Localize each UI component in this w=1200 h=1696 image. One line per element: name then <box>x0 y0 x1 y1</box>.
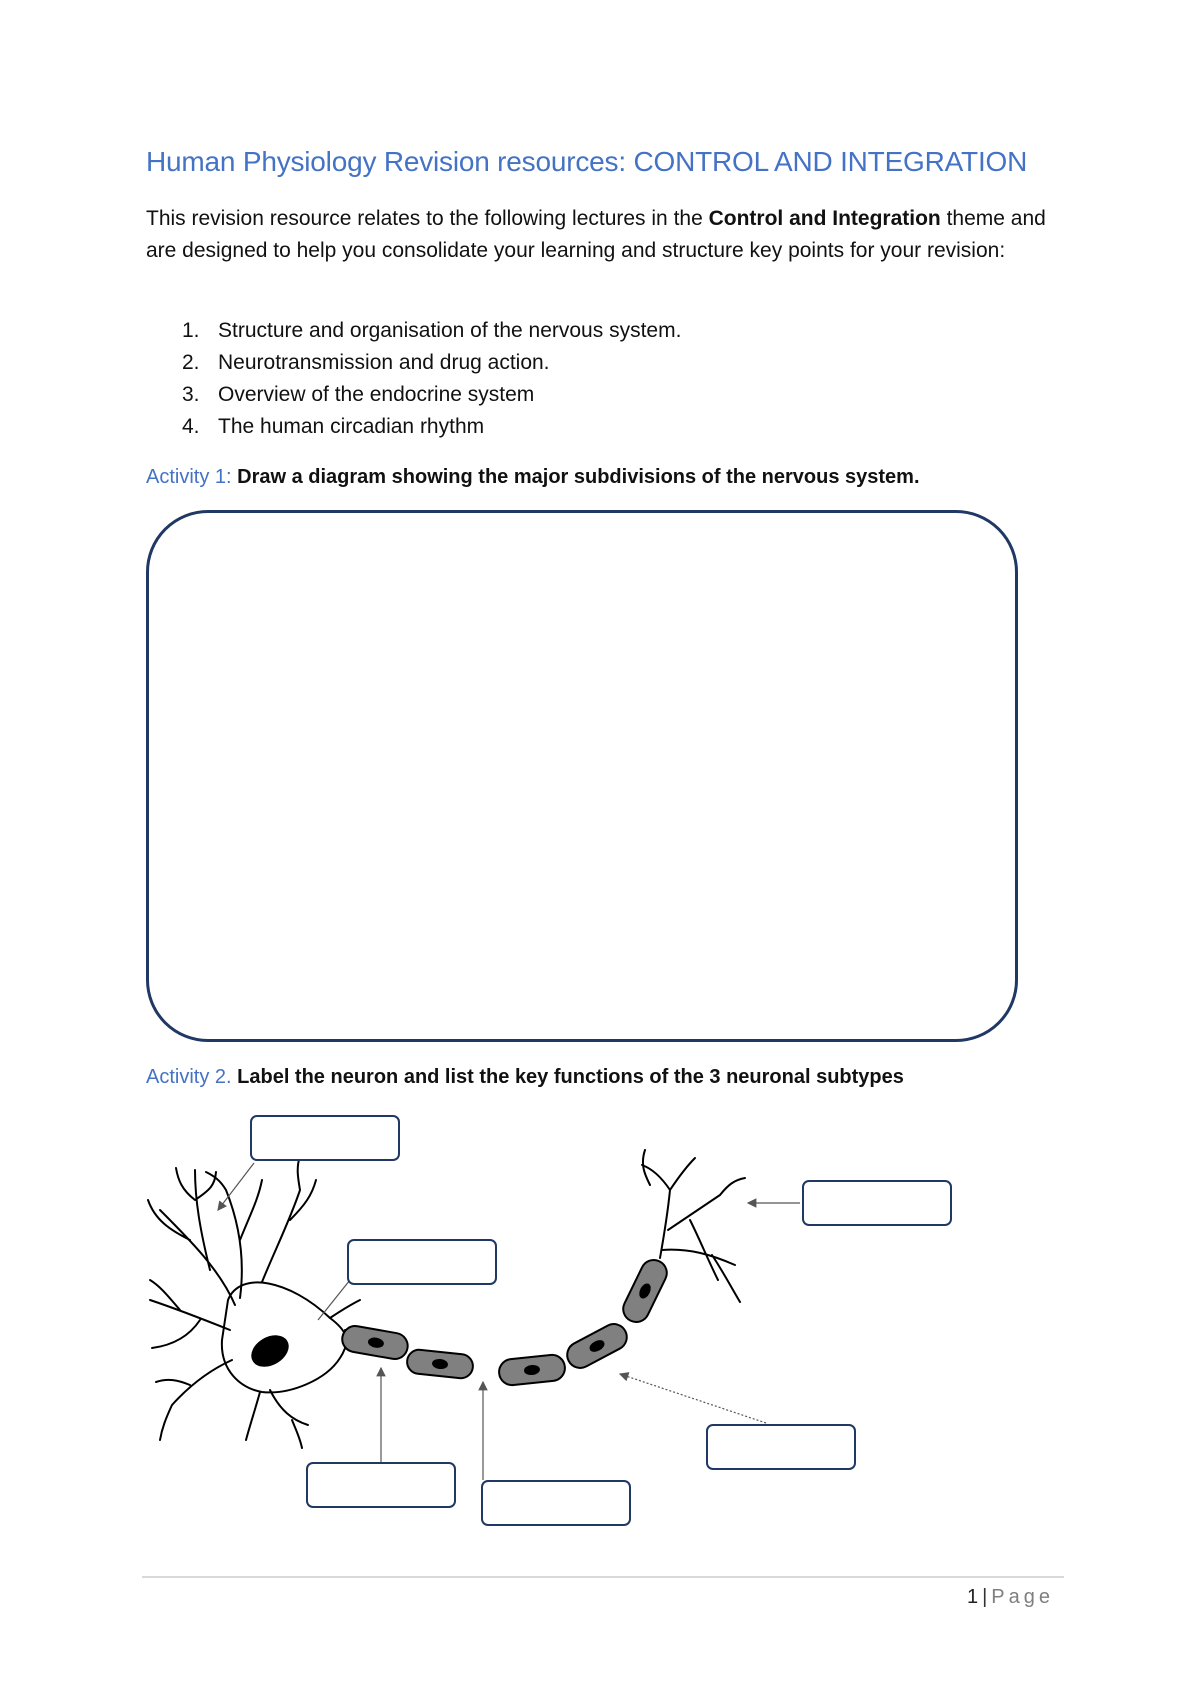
footer-divider <box>142 1576 1064 1578</box>
page-word: Page <box>991 1586 1054 1608</box>
list-item-text: The human circadian rhythm <box>218 415 485 438</box>
intro-text-bold: Control and Integration <box>708 207 941 230</box>
activity-1-text: Draw a diagram showing the major subdivisions of the nervous system. <box>231 466 920 488</box>
label-box-axon-terminal[interactable] <box>802 1180 952 1226</box>
label-box-dendrites[interactable] <box>250 1115 400 1161</box>
activity-2-text: Label the neuron and list the key functions of the 3 neuronal subtypes <box>231 1066 904 1088</box>
footer-separator: | <box>982 1586 988 1608</box>
page-title: Human Physiology Revision resources: CONTROL AND INTEGRATION <box>146 146 1028 177</box>
label-box-myelin-sheath[interactable] <box>306 1462 456 1508</box>
list-item-text: Neurotransmission and drug action. <box>218 351 550 374</box>
cell-body-outline <box>222 1282 346 1392</box>
list-item-text: Overview of the endocrine system <box>218 383 535 406</box>
label-box-node-of-ranvier[interactable] <box>481 1480 631 1526</box>
list-item-number: 2. <box>182 351 200 374</box>
list-item-text: Structure and organisation of the nervous system. <box>218 319 682 342</box>
page-number: 1 <box>966 1586 979 1608</box>
dendrites-illustration <box>148 1156 362 1448</box>
label-box-cell-body[interactable] <box>347 1239 497 1285</box>
list-item-number: 4. <box>182 415 200 438</box>
intro-text-after: theme and are designed to help you consolidate your learning and structure key points for your revision: <box>146 207 1046 262</box>
label-box-axon[interactable] <box>706 1424 856 1470</box>
activity-2-label: Activity 2. <box>146 1066 232 1088</box>
intro-text-before: This revision resource relates to the following lectures in the <box>146 207 709 230</box>
page-footer <box>967 1586 1054 1609</box>
activity-1-label: Activity 1: <box>146 466 232 488</box>
list-item-number: 1. <box>182 319 200 342</box>
list-item-number: 3. <box>182 383 200 406</box>
